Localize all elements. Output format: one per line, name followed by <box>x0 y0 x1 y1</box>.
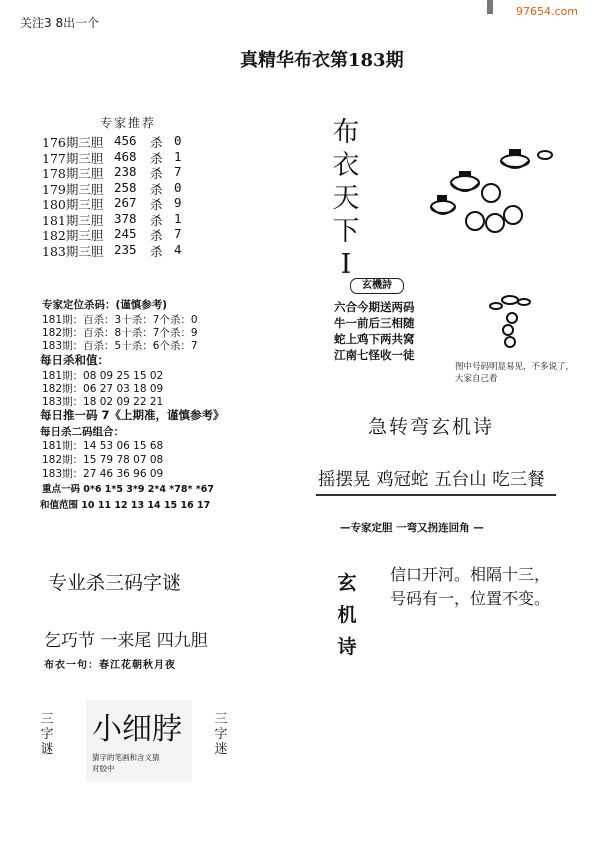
position-kill-title: 专家定位杀码：(谨慎参考) <box>42 299 168 311</box>
recommend-kill-label: 杀 <box>150 197 163 212</box>
poem-line: 牛一前后三相随 <box>334 316 415 330</box>
recommend-kill-value: 9 <box>174 195 182 210</box>
scroll-marker <box>487 0 493 14</box>
key-code-line: 重点一码 0*6 1*5 3*9 2*4 *78* *67 <box>42 484 214 495</box>
riddle-left-label: 三 字 谜 <box>40 712 54 757</box>
recommend-period: 180期三胆 <box>42 197 104 212</box>
recommend-period: 179期三胆 <box>42 181 104 197</box>
position-kill-row: 181期：百杀：3十杀：7个杀：0 <box>42 314 198 326</box>
sum-values-title: 每日杀和值： <box>40 353 109 367</box>
recommend-numbers: 378 <box>114 210 137 226</box>
coins-illustration <box>486 292 536 352</box>
recommend-kill-value: 4 <box>174 241 182 257</box>
recommend-period: 178期三胆 <box>42 166 104 181</box>
position-kill-row: 182期：百杀：8十杀：7个杀：9 <box>42 327 198 339</box>
recommend-period: 177期三胆 <box>42 150 104 166</box>
recommend-numbers: 238 <box>114 164 137 179</box>
recommend-numbers: 245 <box>114 226 137 241</box>
poem-line: 六合今期送两码 <box>334 300 415 314</box>
top-note: 关注3 8出一个 <box>20 16 100 30</box>
xuanji-line: 信口开河。相隔十三， <box>390 565 551 584</box>
poem-title: 玄機詩 <box>350 278 404 294</box>
riddle-word: 小细脖 <box>92 712 182 747</box>
recommend-kill-label: 杀 <box>150 228 163 243</box>
turn-poem-line: 摇摆晃 鸡冠蛇 五台山 吃三餐 <box>318 470 545 490</box>
xuanji-char: 机 <box>337 604 357 626</box>
buyi-vertical-title: 布 衣 天 下 I <box>332 117 360 280</box>
expert-line: —专家定胆 一弯又拐连回角 — <box>340 522 484 534</box>
xuanji-char: 玄 <box>337 572 357 594</box>
poem-note: 图中号码明显易见，不多说了，大家自己看 <box>455 362 575 384</box>
page-title: 真精华布衣第183期 <box>240 50 404 71</box>
recommend-numbers: 258 <box>114 179 137 195</box>
sum-values-row: 183期：18 02 09 22 21 <box>42 396 164 408</box>
recommend-numbers: 267 <box>114 195 137 210</box>
sum-values-row: 182期：06 27 03 18 09 <box>42 383 164 395</box>
riddle-hint: 猜字的笔画和含义猜对胶中 <box>92 753 160 773</box>
two-code-row: 183期：27 46 36 96 09 <box>42 468 164 480</box>
poem-line: 江南七怪收一徒 <box>334 348 415 362</box>
recommend-kill-label: 杀 <box>150 150 163 166</box>
xuanji-line: 号码有一，位置不变。 <box>390 589 551 608</box>
recommend-kill-label: 杀 <box>150 166 163 181</box>
kill-three-title: 专业杀三码字谜 <box>48 572 182 594</box>
recommend-period: 181期三胆 <box>42 212 104 228</box>
recommend-period: 182期三胆 <box>42 228 104 243</box>
site-watermark: 97654.com <box>516 5 578 18</box>
recommend-kill-value: 1 <box>174 210 182 226</box>
recommend-kill-value: 7 <box>174 226 182 241</box>
sum-values-row: 181期：08 09 25 15 02 <box>42 370 164 382</box>
ingots-illustration <box>425 145 565 235</box>
riddle-right-label: 三 字 迷 <box>214 712 228 757</box>
divider <box>316 494 556 496</box>
turn-poem-title: 急转弯玄机诗 <box>368 416 495 438</box>
kill-three-sub: 布衣一句：春江花朝秋月夜 <box>44 660 176 671</box>
recommend-kill-value: 1 <box>174 148 182 164</box>
recommend-kill-value: 0 <box>174 179 182 195</box>
recommend-kill-label: 杀 <box>150 212 163 228</box>
recommend-kill-label: 杀 <box>150 135 163 150</box>
two-code-title: 每日杀二码组合： <box>40 426 124 438</box>
recommend-numbers: 235 <box>114 241 137 257</box>
recommend-title: 专家推荐 <box>100 116 157 130</box>
recommend-numbers: 468 <box>114 148 137 164</box>
recommend-kill-label: 杀 <box>150 181 163 197</box>
two-code-row: 181期：14 53 06 15 68 <box>42 440 164 452</box>
one-code-title: 每日推一码 7《上期准，谨慎参考》 <box>40 408 225 422</box>
recommend-numbers: 456 <box>114 133 137 148</box>
two-code-row: 182期：15 79 78 07 08 <box>42 454 164 466</box>
xuanji-char: 诗 <box>337 636 357 658</box>
position-kill-row: 183期：百杀：5十杀：6个杀：7 <box>42 340 198 352</box>
recommend-period: 176期三胆 <box>42 135 104 150</box>
kill-three-line: 乞巧节 一来尾 四九胆 <box>44 631 208 651</box>
recommend-kill-label: 杀 <box>150 243 163 259</box>
recommend-kill-value: 0 <box>174 133 182 148</box>
recommend-period: 183期三胆 <box>42 243 104 259</box>
recommend-kill-value: 7 <box>174 164 182 179</box>
sum-range-line: 和值范围 10 11 12 13 14 15 16 17 <box>40 500 211 511</box>
poem-line: 蛇上鸡下两共窝 <box>334 332 415 346</box>
